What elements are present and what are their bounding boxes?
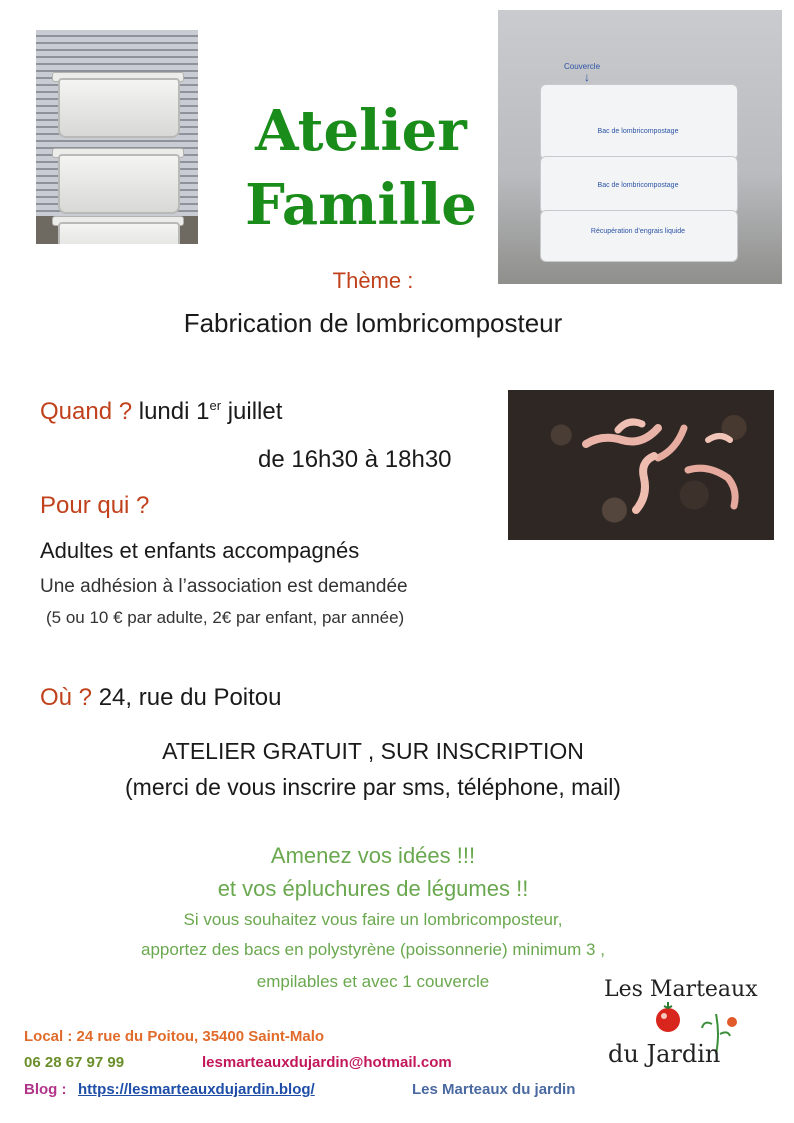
bin bbox=[58, 78, 180, 138]
when-day: lundi 1 bbox=[138, 398, 210, 425]
fees-note: (5 ou 10 € par adulte, 2€ par enfant, par année) bbox=[46, 608, 405, 627]
registration-instructions: (merci de vous inscrire par sms, téléphone, mail) bbox=[125, 774, 621, 800]
where-row bbox=[40, 684, 282, 712]
worms-illustration bbox=[508, 390, 774, 540]
bring-ideas: Amenez vos idées !!! bbox=[270, 843, 476, 868]
bin bbox=[58, 222, 180, 244]
bin bbox=[58, 154, 180, 214]
email-link[interactable]: lesmarteauxdujardin@hotmail.com bbox=[202, 1054, 452, 1071]
les-marteaux-logo bbox=[600, 962, 762, 1074]
arrow-down-icon: ↓ bbox=[584, 70, 590, 84]
phone-number[interactable]: 06 28 67 97 99 bbox=[24, 1054, 125, 1071]
membership-note: Une adhésion à l’association est demandée bbox=[40, 576, 408, 597]
blog-name: Les Marteaux du jardin bbox=[412, 1081, 576, 1098]
for-whom-value: Adultes et enfants accompagnés bbox=[40, 538, 360, 563]
when-label: Quand ? bbox=[40, 398, 133, 425]
tray-label: Bac de lombricompostage bbox=[597, 182, 679, 189]
polystyrene-boxes-photo bbox=[498, 10, 782, 284]
where-value: 24, rue du Poitou bbox=[98, 684, 282, 711]
page-title bbox=[218, 94, 504, 242]
title-line-2: Famille bbox=[245, 172, 477, 238]
when-month: juillet bbox=[221, 398, 283, 425]
when-time: de 16h30 à 18h30 bbox=[258, 446, 452, 473]
where-label: Où ? bbox=[40, 684, 93, 711]
blog-link[interactable]: https://lesmarteauxdujardin.blog/ bbox=[78, 1081, 315, 1098]
worms-photo bbox=[508, 390, 774, 540]
for-whom-label: Pour qui ? bbox=[40, 492, 150, 519]
logo-line-1: Les Marteaux bbox=[604, 977, 758, 1002]
theme-label: Thème : bbox=[332, 268, 414, 293]
free-registration-notice: ATELIER GRATUIT , SUR INSCRIPTION bbox=[162, 738, 584, 764]
theme-value: Fabrication de lombricomposteur bbox=[183, 308, 563, 338]
polystyrene-box bbox=[540, 210, 738, 262]
when-day-suffix: er bbox=[209, 398, 222, 413]
logo-line-2: du Jardin bbox=[608, 1040, 721, 1068]
bring-peelings: et vos épluchures de légumes !! bbox=[217, 876, 529, 901]
tray-label: Bac de lombricompostage bbox=[597, 128, 679, 135]
blog-label: Blog : bbox=[24, 1081, 67, 1098]
when-row bbox=[40, 398, 282, 426]
title-line-1: Atelier bbox=[255, 98, 467, 164]
tip-line: Si vous souhaitez vous faire un lombricomposteur, bbox=[183, 910, 563, 929]
tip-line: empilables et avec 1 couvercle bbox=[256, 972, 490, 991]
lid-label: Couvercle bbox=[564, 62, 601, 71]
tip-line: apportez des bacs en polystyrène (poissonnerie) minimum 3 , bbox=[141, 940, 605, 959]
stacked-bins-photo bbox=[36, 30, 198, 244]
logo-artwork bbox=[600, 962, 762, 1074]
polystyrene-box bbox=[540, 84, 738, 160]
local-address: Local : 24 rue du Poitou, 35400 Saint-Malo bbox=[24, 1028, 325, 1045]
bottom-tray-label: Récupération d’engrais liquide bbox=[590, 228, 686, 235]
